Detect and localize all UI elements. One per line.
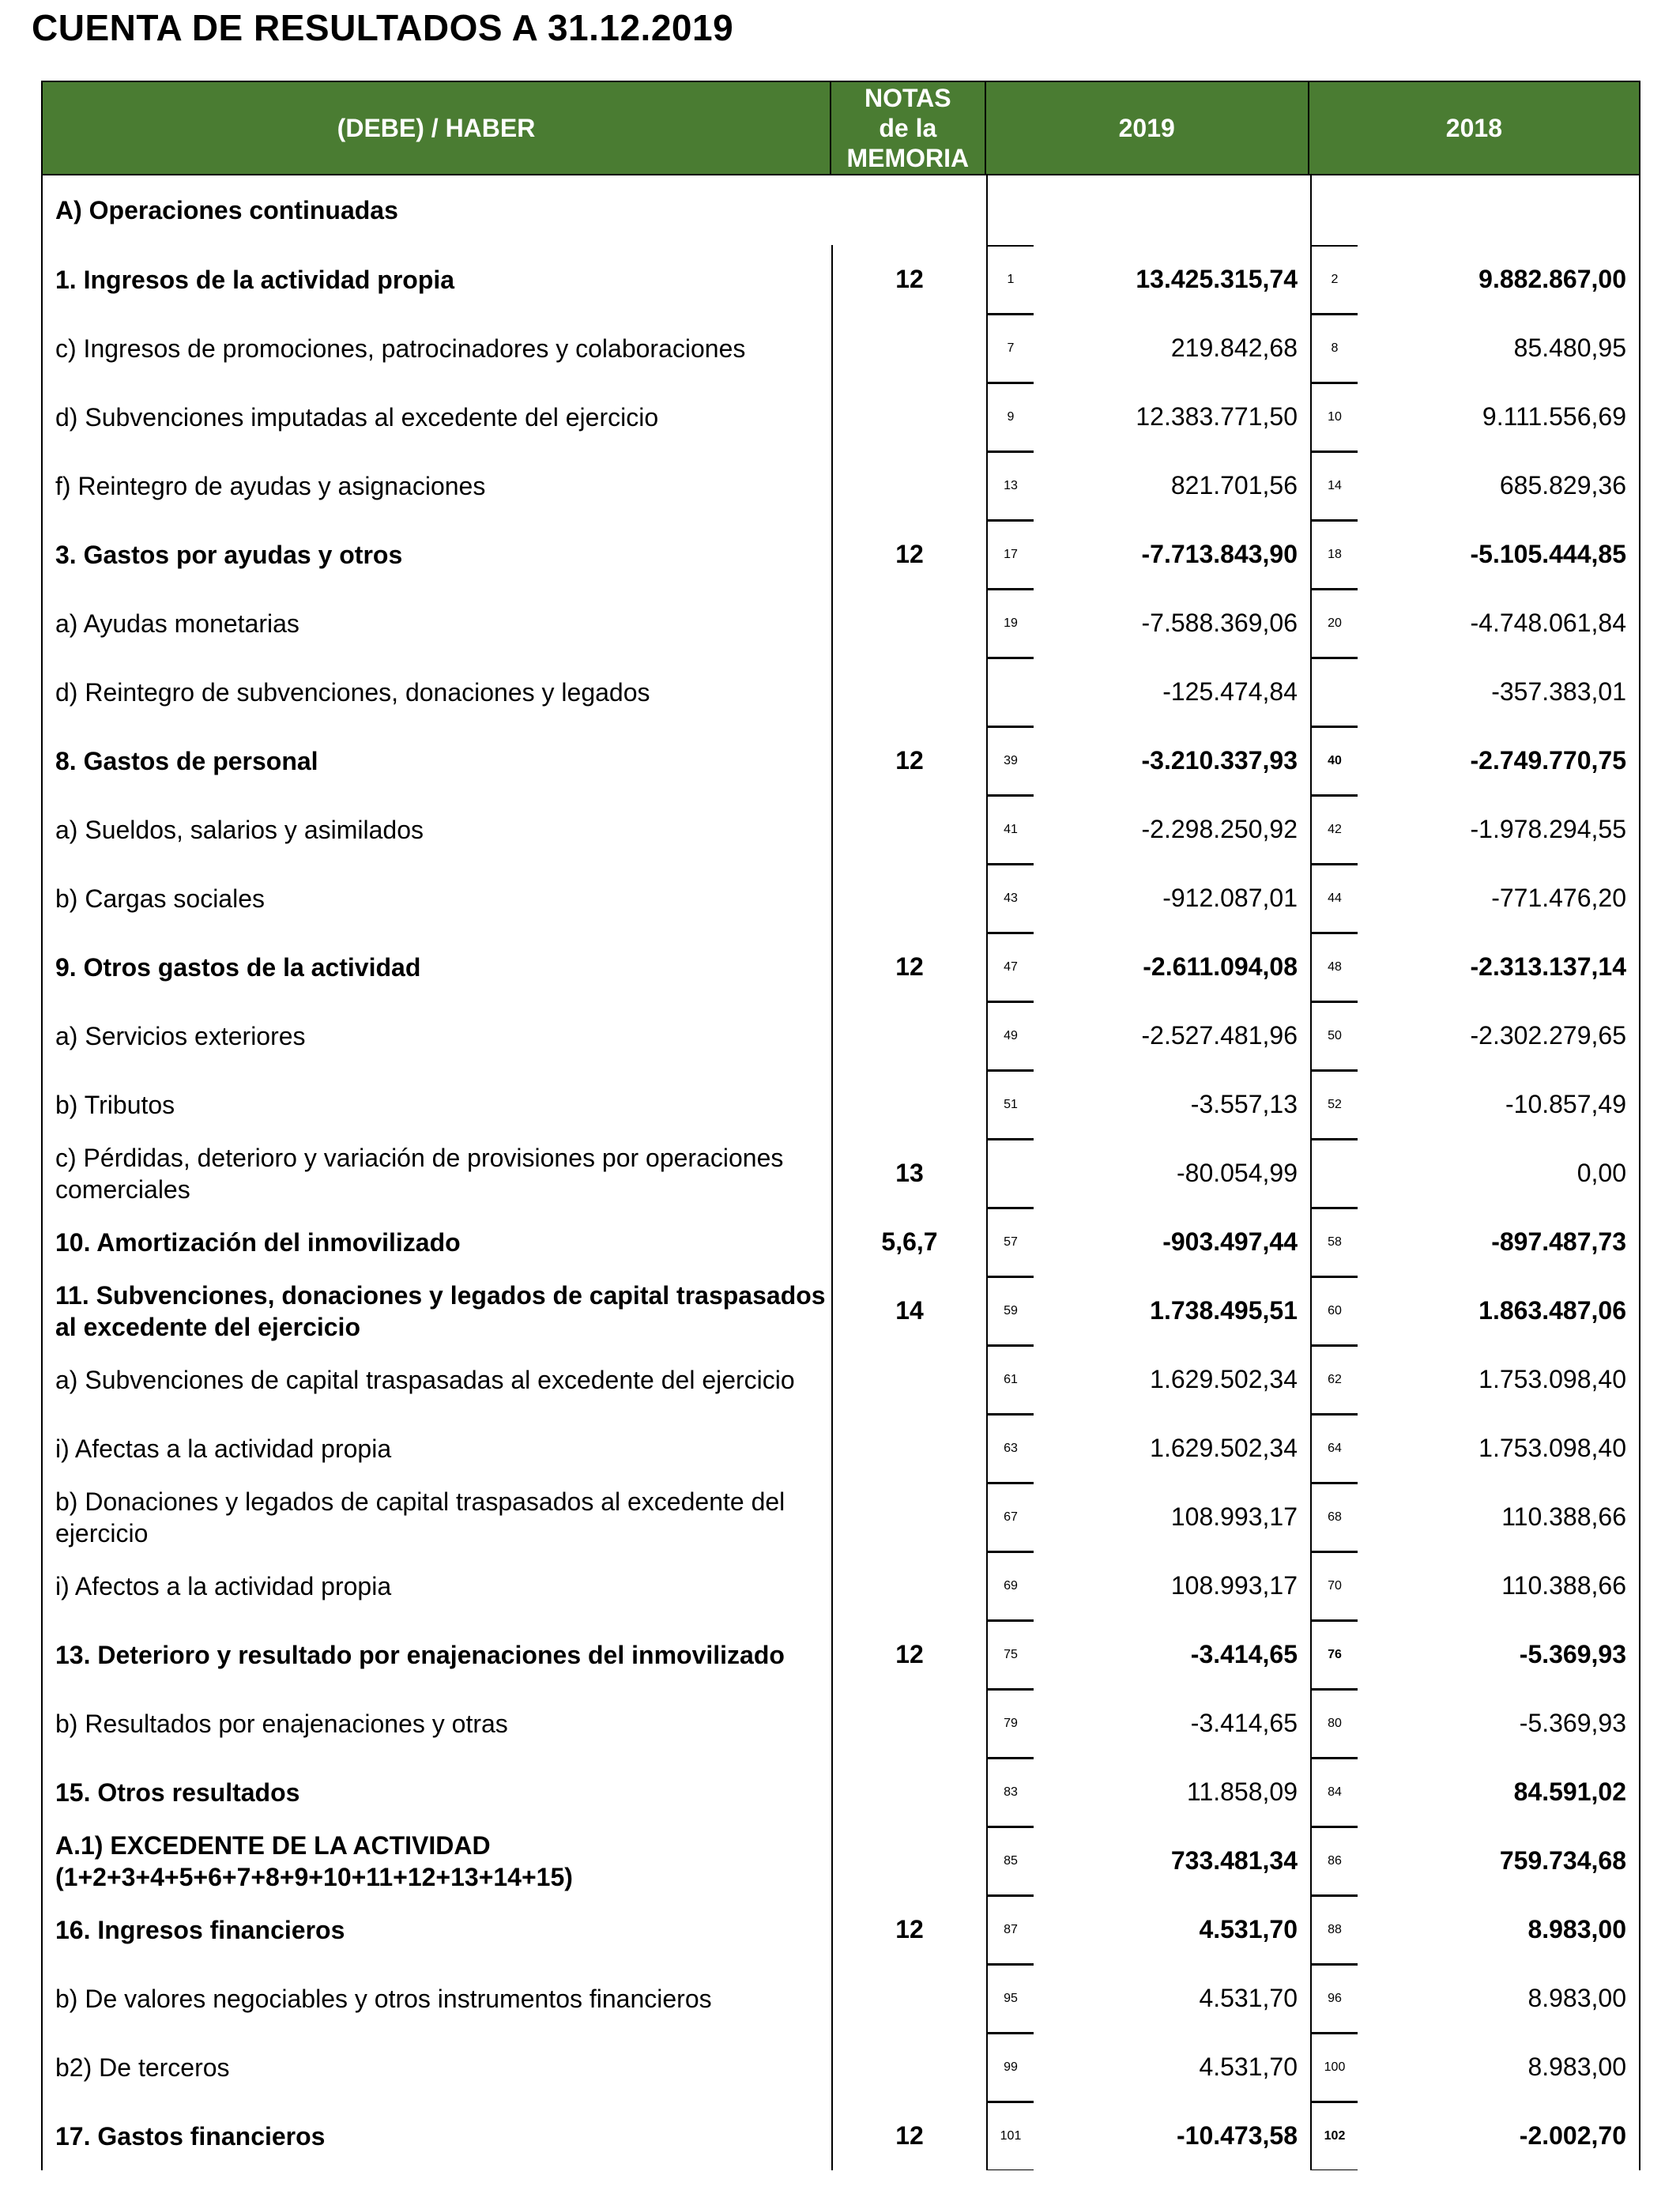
row-value-2019: 1.738.495,51	[1150, 1296, 1298, 1325]
table-row	[41, 451, 1640, 520]
header-notes-line: MEMORIA	[846, 144, 970, 172]
row-value-2019: -80.054,99	[1176, 1159, 1298, 1187]
row-value-2018: -5.105.444,85	[1358, 520, 1640, 589]
row-value-2019: -125.474,84	[1162, 677, 1298, 706]
income-statement-table	[41, 81, 1640, 2170]
row-ref-2018: 50	[1310, 1001, 1358, 1070]
row-label: b) De valores negociables y otros instrumentos financieros	[41, 1964, 831, 2033]
row-ref-2018: 76	[1310, 1620, 1358, 1689]
row-notes	[831, 2033, 986, 2102]
row-value-2018: 8.983,00	[1358, 1964, 1640, 2033]
row-ref-2019: 63	[986, 1414, 1034, 1483]
row-notes	[831, 864, 986, 933]
row-value-2019: -2.298.250,92	[1141, 815, 1298, 843]
row-notes: 5,6,7	[831, 1208, 986, 1276]
row-notes	[831, 1826, 986, 1895]
row-value-2018: 759.734,68	[1358, 1826, 1640, 1895]
row-ref-2019: 83	[986, 1758, 1034, 1826]
row-value-2019: -3.414,65	[1190, 1640, 1298, 1668]
table-row	[41, 520, 1640, 589]
row-ref-2019: 7	[986, 314, 1034, 383]
table-row	[41, 726, 1640, 795]
row-value-2019: 108.993,17	[1170, 1502, 1298, 1531]
row-ref-2019: 61	[986, 1345, 1034, 1414]
table-row	[41, 383, 1640, 451]
row-value-2018: -5.369,93	[1358, 1620, 1640, 1689]
row-value-2018: 0,00	[1358, 1139, 1640, 1208]
row-label: 8. Gastos de personal	[41, 726, 831, 795]
row-value-2018: -771.476,20	[1358, 864, 1640, 933]
table-row	[41, 1276, 1640, 1345]
row-ref-2018: 100	[1310, 2033, 1358, 2102]
row-ref-2019: 51	[986, 1070, 1034, 1139]
row-value-2019: -10.473,58	[1176, 2121, 1298, 2150]
row-label: b) Resultados por enajenaciones y otras	[41, 1689, 831, 1758]
row-notes: 13	[831, 1139, 986, 1208]
section-y1-cell	[986, 175, 1310, 245]
row-label: i) Afectos a la actividad propia	[41, 1551, 831, 1620]
row-label: 1. Ingresos de la actividad propia	[41, 245, 831, 314]
table-body	[41, 245, 1640, 2170]
row-ref-2018: 52	[1310, 1070, 1358, 1139]
row-value-2019: -2.611.094,08	[1143, 952, 1298, 981]
row-value-2018: 8.983,00	[1358, 1895, 1640, 1964]
row-label: 9. Otros gastos de la actividad	[41, 933, 831, 1001]
row-notes	[831, 795, 986, 864]
row-ref-2018: 80	[1310, 1689, 1358, 1758]
row-ref-2019: 57	[986, 1208, 1034, 1276]
row-value-2019: 4.531,70	[1199, 1915, 1298, 1943]
row-label: 17. Gastos financieros	[41, 2102, 831, 2170]
row-value-2018: -10.857,49	[1358, 1070, 1640, 1139]
table-row	[41, 1826, 1640, 1895]
row-value-2018: 1.863.487,06	[1358, 1276, 1640, 1345]
row-notes	[831, 451, 986, 520]
row-ref-2018: 8	[1310, 314, 1358, 383]
page-title: CUENTA DE RESULTADOS A 31.12.2019	[32, 7, 734, 48]
table-row	[41, 658, 1640, 726]
row-notes: 14	[831, 1276, 986, 1345]
row-notes	[831, 1070, 986, 1139]
row-ref-2018: 48	[1310, 933, 1358, 1001]
row-label: 16. Ingresos financieros	[41, 1895, 831, 1964]
row-notes: 12	[831, 245, 986, 314]
row-value-2018: -2.002,70	[1358, 2102, 1640, 2170]
row-notes	[831, 589, 986, 658]
table-row	[41, 1689, 1640, 1758]
row-value-2019: -903.497,44	[1162, 1227, 1298, 1256]
row-value-2019: 108.993,17	[1170, 1571, 1298, 1600]
row-ref-2018: 44	[1310, 864, 1358, 933]
row-label: b) Cargas sociales	[41, 864, 831, 933]
header-year-2019: 2019	[986, 82, 1309, 174]
row-ref-2018: 96	[1310, 1964, 1358, 2033]
row-ref-2019: 41	[986, 795, 1034, 864]
row-value-2019: 1.629.502,34	[1150, 1365, 1298, 1393]
table-row	[41, 245, 1640, 314]
row-value-2019: 13.425.315,74	[1136, 265, 1298, 293]
section-title: A) Operaciones continuadas	[41, 175, 986, 245]
header-label: (DEBE) / HABER	[43, 82, 831, 174]
row-notes	[831, 1689, 986, 1758]
row-ref-2019: 17	[986, 520, 1034, 589]
row-ref-2019: 99	[986, 2033, 1034, 2102]
table-row	[41, 1414, 1640, 1483]
row-value-2019: -2.527.481,96	[1141, 1021, 1298, 1050]
row-label: d) Reintegro de subvenciones, donaciones y legados	[41, 658, 831, 726]
row-value-2019: 219.842,68	[1170, 334, 1298, 362]
row-ref-2019: 101	[986, 2102, 1034, 2170]
row-ref-2019	[986, 1139, 1034, 1208]
row-ref-2019: 75	[986, 1620, 1034, 1689]
table-row	[41, 795, 1640, 864]
row-label: a) Ayudas monetarias	[41, 589, 831, 658]
table-row	[41, 1895, 1640, 1964]
table-row	[41, 1551, 1640, 1620]
table-row	[41, 1483, 1640, 1551]
row-ref-2018: 70	[1310, 1551, 1358, 1620]
row-ref-2019: 39	[986, 726, 1034, 795]
row-value-2018: 1.753.098,40	[1358, 1345, 1640, 1414]
row-value-2019: -912.087,01	[1162, 884, 1298, 912]
row-ref-2018: 10	[1310, 383, 1358, 451]
table-row	[41, 314, 1640, 383]
row-ref-2019: 59	[986, 1276, 1034, 1345]
row-label: b) Donaciones y legados de capital traspasados al excedente del ejercicio	[41, 1483, 831, 1551]
table-row	[41, 1620, 1640, 1689]
row-value-2018: 1.753.098,40	[1358, 1414, 1640, 1483]
row-notes	[831, 1001, 986, 1070]
row-ref-2019: 49	[986, 1001, 1034, 1070]
header-notes-line: NOTAS	[864, 84, 951, 112]
row-label: 11. Subvenciones, donaciones y legados de capital traspasados al excedente del ejercicio	[41, 1276, 831, 1345]
row-ref-2018: 68	[1310, 1483, 1358, 1551]
row-notes: 12	[831, 1620, 986, 1689]
table-row	[41, 1070, 1640, 1139]
row-value-2018: 85.480,95	[1358, 314, 1640, 383]
row-ref-2018: 58	[1310, 1208, 1358, 1276]
row-value-2018: 110.388,66	[1358, 1551, 1640, 1620]
row-notes: 12	[831, 933, 986, 1001]
table-row	[41, 1208, 1640, 1276]
row-value-2019: 11.858,09	[1187, 1777, 1298, 1806]
table-row	[41, 2102, 1640, 2170]
row-value-2019: -3.414,65	[1190, 1709, 1298, 1737]
row-value-2019: 821.701,56	[1170, 471, 1298, 499]
row-value-2018: -2.302.279,65	[1358, 1001, 1640, 1070]
row-value-2019: 4.531,70	[1199, 2053, 1298, 2081]
row-label: a) Servicios exteriores	[41, 1001, 831, 1070]
row-label: c) Ingresos de promociones, patrocinadores y colaboraciones	[41, 314, 831, 383]
table-row	[41, 1758, 1640, 1826]
row-ref-2018: 14	[1310, 451, 1358, 520]
row-label: b) Tributos	[41, 1070, 831, 1139]
row-value-2019: 4.531,70	[1199, 1984, 1298, 2012]
row-notes: 12	[831, 1895, 986, 1964]
row-value-2018: -2.749.770,75	[1358, 726, 1640, 795]
row-ref-2018: 2	[1310, 245, 1358, 314]
table-row	[41, 1964, 1640, 2033]
row-ref-2019: 79	[986, 1689, 1034, 1758]
row-value-2019: 12.383.771,50	[1136, 402, 1298, 431]
row-value-2019: -7.713.843,90	[1141, 540, 1298, 568]
row-ref-2018: 88	[1310, 1895, 1358, 1964]
row-label: A.1) EXCEDENTE DE LA ACTIVIDAD (1+2+3+4+5+6+7+8+9+10+11+12+13+14+15)	[41, 1826, 831, 1895]
row-ref-2019	[986, 658, 1034, 726]
table-row	[41, 1139, 1640, 1208]
row-label: 13. Deterioro y resultado por enajenaciones del inmovilizado	[41, 1620, 831, 1689]
row-ref-2019: 67	[986, 1483, 1034, 1551]
row-ref-2018	[1310, 658, 1358, 726]
row-notes: 12	[831, 520, 986, 589]
section-row	[41, 175, 1640, 245]
row-label: f) Reintegro de ayudas y asignaciones	[41, 451, 831, 520]
row-label: 10. Amortización del inmovilizado	[41, 1208, 831, 1276]
row-value-2018: -2.313.137,14	[1358, 933, 1640, 1001]
row-ref-2018: 40	[1310, 726, 1358, 795]
header-notes-line: de la	[879, 114, 937, 142]
row-notes	[831, 383, 986, 451]
row-notes	[831, 1758, 986, 1826]
row-ref-2019: 85	[986, 1826, 1034, 1895]
row-value-2019: -3.210.337,93	[1141, 746, 1298, 775]
row-ref-2018: 18	[1310, 520, 1358, 589]
row-ref-2019: 69	[986, 1551, 1034, 1620]
table-row	[41, 1001, 1640, 1070]
table-row	[41, 933, 1640, 1001]
row-ref-2018: 64	[1310, 1414, 1358, 1483]
row-value-2019: 1.629.502,34	[1150, 1434, 1298, 1462]
row-notes: 12	[831, 726, 986, 795]
row-ref-2018: 62	[1310, 1345, 1358, 1414]
row-ref-2019: 1	[986, 245, 1034, 314]
row-ref-2019: 87	[986, 1895, 1034, 1964]
row-notes	[831, 658, 986, 726]
table-row	[41, 589, 1640, 658]
row-notes	[831, 1483, 986, 1551]
row-notes	[831, 1345, 986, 1414]
row-value-2018: -1.978.294,55	[1358, 795, 1640, 864]
table-header	[41, 81, 1640, 175]
row-ref-2019: 13	[986, 451, 1034, 520]
row-value-2018: 9.882.867,00	[1358, 245, 1640, 314]
row-label: a) Sueldos, salarios y asimilados	[41, 795, 831, 864]
row-ref-2018: 102	[1310, 2102, 1358, 2170]
row-notes	[831, 1551, 986, 1620]
row-value-2018: -5.369,93	[1358, 1689, 1640, 1758]
row-label: b2) De terceros	[41, 2033, 831, 2102]
row-label: a) Subvenciones de capital traspasadas al excedente del ejercicio	[41, 1345, 831, 1414]
row-value-2019: -3.557,13	[1190, 1090, 1298, 1118]
row-ref-2018	[1310, 1139, 1358, 1208]
row-notes	[831, 314, 986, 383]
row-value-2018: -357.383,01	[1358, 658, 1640, 726]
row-value-2019: -7.588.369,06	[1141, 609, 1298, 637]
header-year-2018: 2018	[1445, 114, 1502, 142]
row-ref-2019: 95	[986, 1964, 1034, 2033]
table-row	[41, 2033, 1640, 2102]
row-label: 3. Gastos por ayudas y otros	[41, 520, 831, 589]
header-notes	[831, 82, 986, 174]
row-ref-2018: 20	[1310, 589, 1358, 658]
row-ref-2019: 43	[986, 864, 1034, 933]
row-value-2018: 685.829,36	[1358, 451, 1640, 520]
row-label: d) Subvenciones imputadas al excedente del ejercicio	[41, 383, 831, 451]
row-value-2019: 733.481,34	[1170, 1846, 1298, 1875]
row-ref-2018: 42	[1310, 795, 1358, 864]
section-y2-cell	[1310, 175, 1640, 245]
row-value-2018: -897.487,73	[1358, 1208, 1640, 1276]
row-value-2018: 9.111.556,69	[1358, 383, 1640, 451]
row-value-2018: 84.591,02	[1358, 1758, 1640, 1826]
row-notes	[831, 1964, 986, 2033]
row-label: 15. Otros resultados	[41, 1758, 831, 1826]
row-ref-2018: 84	[1310, 1758, 1358, 1826]
row-ref-2019: 47	[986, 933, 1034, 1001]
row-notes	[831, 1414, 986, 1483]
row-notes: 12	[831, 2102, 986, 2170]
row-value-2018: 8.983,00	[1358, 2033, 1640, 2102]
row-ref-2018: 86	[1310, 1826, 1358, 1895]
row-ref-2018: 60	[1310, 1276, 1358, 1345]
row-label: c) Pérdidas, deterioro y variación de provisiones por operaciones comerciales	[41, 1139, 831, 1208]
row-ref-2019: 19	[986, 589, 1034, 658]
row-value-2018: 110.388,66	[1358, 1483, 1640, 1551]
table-row	[41, 864, 1640, 933]
row-label: i) Afectas a la actividad propia	[41, 1414, 831, 1483]
row-value-2018: -4.748.061,84	[1358, 589, 1640, 658]
table-row	[41, 1345, 1640, 1414]
row-ref-2019: 9	[986, 383, 1034, 451]
